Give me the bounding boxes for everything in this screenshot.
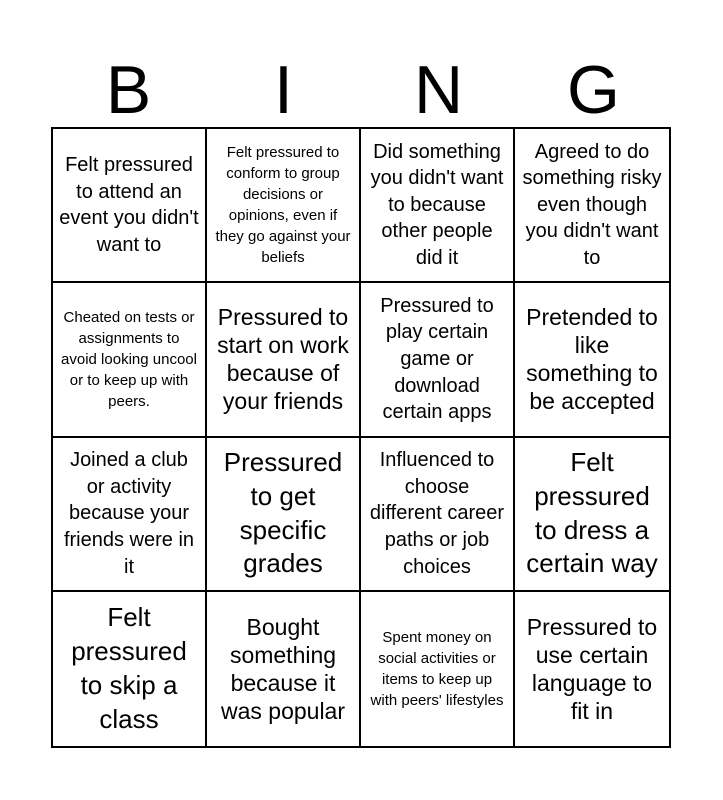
bingo-cell[interactable]: Bought something because it was popular	[207, 592, 361, 746]
bingo-cell[interactable]: Agreed to do something risky even though you didn't want to	[515, 129, 669, 283]
bingo-cell[interactable]: Felt pressured to attend an event you didn't want to	[53, 129, 207, 283]
bingo-board	[51, 127, 671, 748]
bingo-cell[interactable]: Felt pressured to dress a certain way	[515, 438, 669, 592]
bingo-cell[interactable]: Pretended to like something to be accepted	[515, 283, 669, 437]
bingo-cell[interactable]: Felt pressured to conform to group decisions or opinions, even if they go against your beliefs	[207, 129, 361, 283]
bingo-cell[interactable]: Pressured to start on work because of your friends	[207, 283, 361, 437]
bingo-cell[interactable]: Influenced to choose different career paths or job choices	[361, 438, 515, 592]
bingo-cell[interactable]: Pressured to play certain game or download certain apps	[361, 283, 515, 437]
bingo-cell[interactable]: Spent money on social activities or items to keep up with peers' lifestyles	[361, 592, 515, 746]
header-letter-b: B	[105, 52, 152, 128]
bingo-header	[51, 52, 671, 128]
bingo-cell[interactable]: Joined a club or activity because your friends were in it	[53, 438, 207, 592]
bingo-cell[interactable]: Felt pressured to skip a class	[53, 592, 207, 746]
bingo-cell[interactable]: Pressured to use certain language to fit in	[526, 613, 658, 724]
bingo-cell[interactable]: Cheated on tests or assignments to avoid looking uncool or to keep up with peers.	[53, 283, 207, 437]
header-letter-i: I	[274, 52, 293, 128]
bingo-cell[interactable]: Pressured to get specific grades	[207, 438, 361, 592]
bingo-cell[interactable]: Did something you didn't want to because other people did it	[361, 129, 515, 283]
header-letter-g: G	[567, 52, 620, 128]
header-letter-n: N	[413, 52, 464, 128]
